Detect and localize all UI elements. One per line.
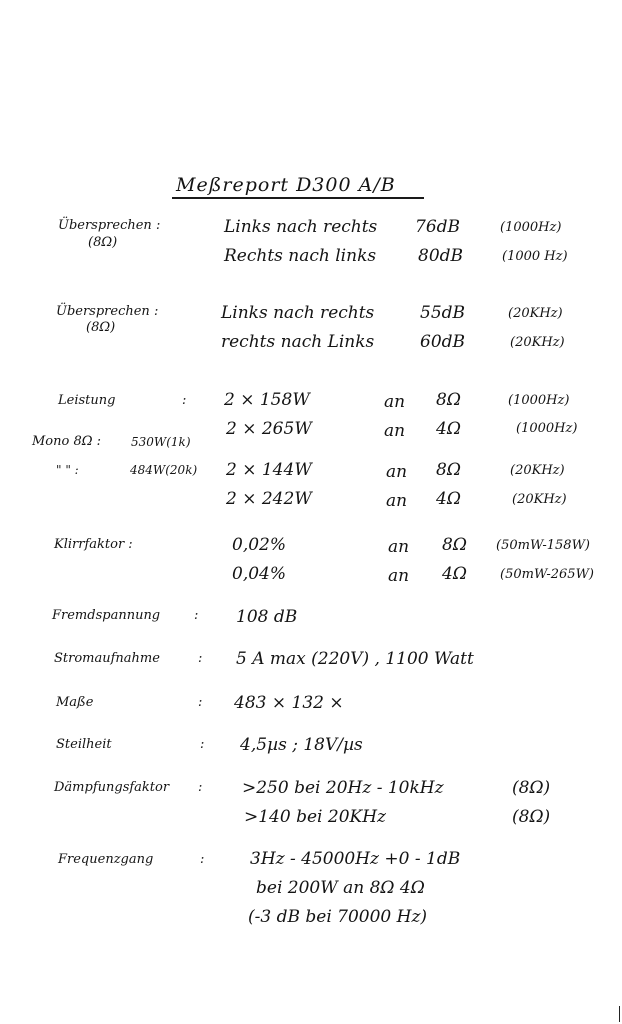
freqresp-line3: (-3 dB bei 70000 Hz): [248, 907, 428, 927]
slew-colon: :: [200, 737, 205, 752]
current-value: 5 A max (220V) , 1100 Watt: [236, 649, 474, 669]
mono-label: Mono 8Ω :: [32, 434, 102, 449]
freqresp-label: Frequenzgang: [58, 852, 154, 867]
power-row4-impedance: 4Ω: [436, 489, 461, 509]
snr-colon: :: [194, 608, 199, 623]
current-colon: :: [198, 651, 203, 666]
thd-row2-impedance: 4Ω: [442, 564, 467, 584]
thd-row2-value: 0,04%: [232, 564, 287, 584]
power-row1-an: an: [384, 392, 406, 412]
crosstalk2-row2-direction: rechts nach Links: [221, 332, 375, 352]
crosstalk-row1-frequency: (1000Hz): [500, 220, 562, 235]
mono-ditto-marks: " " :: [56, 463, 79, 477]
crosstalk-impedance: (8Ω): [88, 235, 118, 250]
thd-row1-value: 0,02%: [232, 535, 287, 555]
power-row2-frequency: (1000Hz): [516, 421, 578, 436]
power-row3-frequency: (20KHz): [510, 463, 565, 478]
power-row4-an: an: [386, 491, 408, 511]
power-row1-value: 2 × 158W: [224, 390, 310, 410]
crosstalk-row1-direction: Links nach rechts: [224, 217, 378, 237]
crosstalk2-impedance: (8Ω): [86, 320, 116, 335]
report-title: Meßreport D300 A/B: [176, 174, 396, 196]
power-row4-value: 2 × 242W: [226, 489, 312, 509]
power-label: Leistung: [58, 393, 116, 408]
power-colon: :: [182, 393, 187, 408]
power-row3-impedance: 8Ω: [436, 460, 461, 480]
crosstalk2-row2-value: 60dB: [420, 332, 466, 352]
crosstalk-label: Übersprechen :: [58, 218, 161, 233]
power-row2-an: an: [384, 421, 406, 441]
thd-row1-an: an: [388, 537, 410, 557]
thd-row2-range: (50mW-265W): [500, 567, 594, 582]
freqresp-line2: bei 200W an 8Ω 4Ω: [256, 878, 425, 898]
damping-label: Dämpfungsfaktor: [54, 780, 170, 795]
power-row2-impedance: 4Ω: [436, 419, 461, 439]
dims-label: Maße: [56, 695, 94, 710]
crosstalk2-row1-frequency: (20KHz): [508, 306, 563, 321]
crosstalk-row2-value: 80dB: [418, 246, 464, 266]
damping-row1-value: >250 bei 20Hz - 10kHz: [242, 778, 444, 798]
slew-value: 4,5µs ; 18V/µs: [240, 735, 363, 755]
power-row1-frequency: (1000Hz): [508, 393, 570, 408]
mono-1k-value: 530W(1k): [131, 435, 191, 449]
damping-row1-impedance: (8Ω): [512, 778, 551, 798]
power-row3-value: 2 × 144W: [226, 460, 312, 480]
damping-row2-value: >140 bei 20KHz: [244, 807, 386, 827]
crosstalk2-row2-frequency: (20KHz): [510, 335, 565, 350]
crosstalk-row2-direction: Rechts nach links: [224, 246, 377, 266]
dims-value: 483 × 132 ×: [234, 693, 344, 713]
thd-row2-an: an: [388, 566, 410, 586]
power-row1-impedance: 8Ω: [436, 390, 461, 410]
current-label: Stromaufnahme: [54, 651, 160, 666]
mono-20k-value: 484W(20k): [130, 463, 198, 477]
power-row2-value: 2 × 265W: [226, 419, 312, 439]
dims-colon: :: [198, 695, 203, 710]
freqresp-colon: :: [200, 852, 205, 867]
slew-label: Steilheit: [56, 737, 112, 752]
power-row4-frequency: (20KHz): [512, 492, 567, 507]
thd-row1-range: (50mW-158W): [496, 538, 590, 553]
title-underline: [172, 197, 424, 199]
damping-row2-impedance: (8Ω): [512, 807, 551, 827]
thd-row1-impedance: 8Ω: [442, 535, 467, 555]
power-row3-an: an: [386, 462, 408, 482]
crosstalk2-row1-direction: Links nach rechts: [221, 303, 375, 323]
margin-mark: [619, 1006, 620, 1022]
thd-label: Klirrfaktor :: [54, 537, 133, 552]
crosstalk2-row1-value: 55dB: [420, 303, 466, 323]
snr-value: 108 dB: [236, 607, 298, 627]
snr-label: Fremdspannung: [52, 608, 161, 623]
crosstalk2-label: Übersprechen :: [56, 304, 159, 319]
crosstalk-row1-value: 76dB: [415, 217, 461, 237]
freqresp-line1: 3Hz - 45000Hz +0 - 1dB: [250, 849, 461, 869]
damping-colon: :: [198, 780, 203, 795]
crosstalk-row2-frequency: (1000 Hz): [502, 249, 568, 264]
